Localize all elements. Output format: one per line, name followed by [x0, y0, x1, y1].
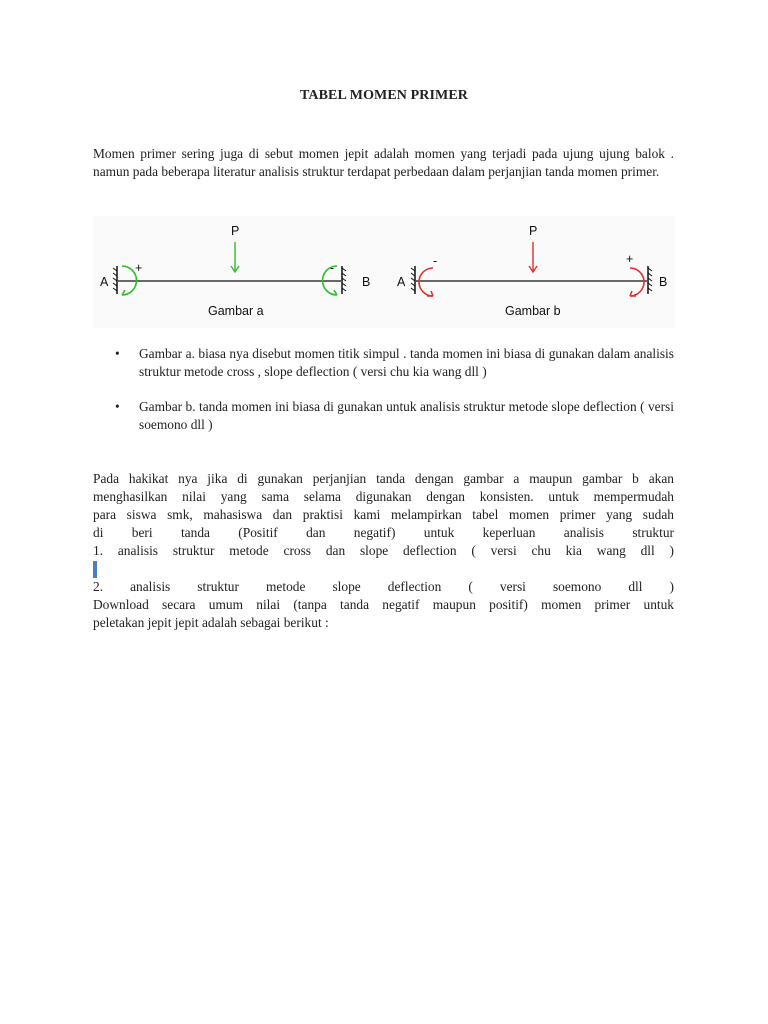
fixed-support-right-b-icon [648, 266, 652, 294]
fixed-support-left-icon [113, 266, 117, 294]
caption-a: Gambar a [208, 304, 264, 318]
bullet-icon: • [115, 346, 120, 361]
load-label-b: P [529, 224, 538, 238]
fixed-support-left-b-icon [411, 266, 415, 294]
load-label-a: P [231, 224, 240, 238]
sign-b-left: - [433, 254, 438, 268]
bullet-text: Gambar a. biasa nya disebut momen titik simpul . tanda momen ini biasa di gunakan dalam analisis struktur metode cross , slope deflection ( versi chu kia wang dll ) [139, 346, 674, 379]
support-label-b-right: B [659, 275, 668, 289]
diagram-a [100, 224, 370, 318]
sign-a-left: + [135, 261, 143, 275]
bullet-text: Gambar b. tanda momen ini biasa di gunakan untuk analisis struktur metode slope deflection ( versi soemono dll ) [139, 399, 674, 432]
diagram-b [397, 224, 667, 318]
support-label-a-right: B [362, 275, 371, 289]
paragraph-line: 2. analisis struktur metode slope deflection ( versi soemono dll ) [93, 579, 674, 594]
sign-b-right: + [626, 252, 634, 266]
list-item [93, 398, 674, 434]
support-label-a-left: A [100, 275, 109, 289]
paragraph-line: peletakan jepit jepit adalah sebagai berikut : [93, 615, 329, 630]
bullet-icon: • [115, 399, 120, 414]
list-item [93, 345, 674, 381]
page-title: TABEL MOMEN PRIMER [300, 88, 468, 103]
bullet-list [93, 345, 674, 434]
conclusion-paragraph [93, 470, 674, 632]
paragraph-line: Pada hakikat nya jika di gunakan perjanjian tanda dengan gambar a maupun gambar b akan [93, 471, 674, 486]
paragraph-line: menghasilkan nilai yang sama selama digunakan dengan konsisten. untuk mempermudah [93, 489, 674, 504]
caption-b: Gambar b [505, 304, 561, 318]
sign-a-right: - [330, 261, 335, 275]
text-cursor-marker [93, 561, 97, 578]
paragraph-line: 1. analisis struktur metode cross dan slope deflection ( versi chu kia wang dll ) [93, 543, 674, 558]
paragraph-line: Download secara umum nilai (tanpa tanda negatif maupun positif) momen primer untuk [93, 597, 674, 612]
fixed-support-right-icon [342, 266, 346, 294]
moment-sign-figure [93, 216, 675, 328]
paragraph-line: di beri tanda (Positif dan negatif) untuk keperluan analisis struktur [93, 525, 674, 540]
support-label-b-left: A [397, 275, 406, 289]
intro-paragraph: Momen primer sering juga di sebut momen jepit adalah momen yang terjadi pada ujung ujung balok . namun pada beberapa literatur analisis struktur terdapat perbedaan dalam perjanjian tanda momen primer. [93, 146, 674, 179]
paragraph-line: para siswa smk, mahasiswa dan praktisi kami melampirkan tabel momen primer yang sudah [93, 507, 674, 522]
